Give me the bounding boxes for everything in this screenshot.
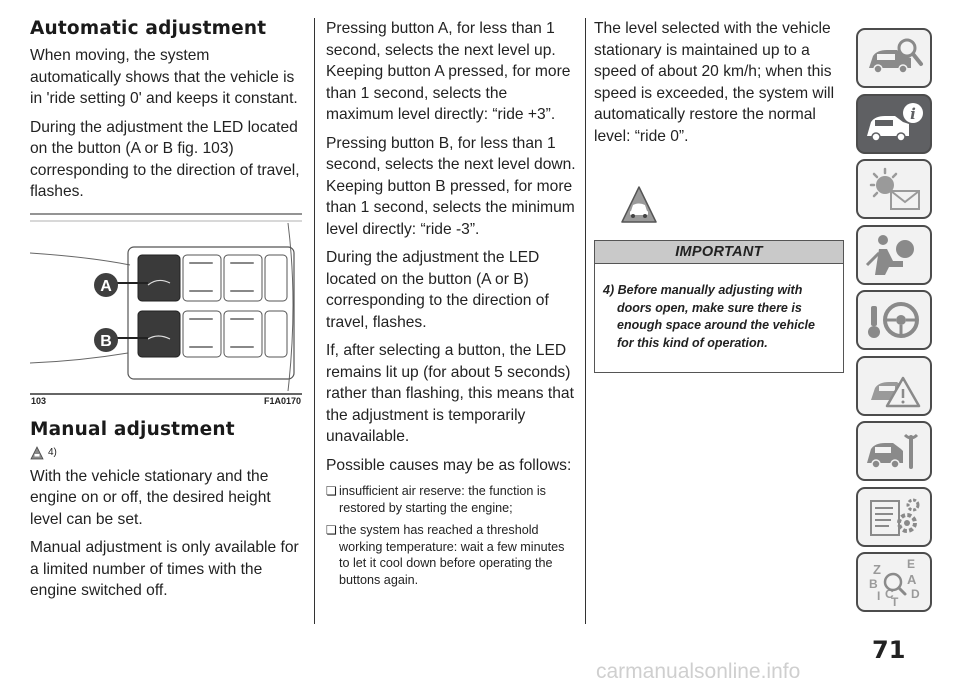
paragraph: With the vehicle stationary and the engine on or off, the desired height level can be set. — [30, 467, 271, 528]
note-reference-number: 4) — [48, 447, 57, 458]
paragraph: The level selected with the vehicle stationary is maintained up to a speed of about 20 km/h; when this speed is exceeded, the system will automatically restore the normal level: “ride 0”. — [594, 20, 835, 145]
tab-car-breakdown[interactable] — [856, 356, 932, 416]
svg-text:A: A — [907, 572, 917, 587]
column-2 — [326, 18, 576, 594]
svg-text:I: I — [877, 589, 881, 603]
car-magnifier-icon — [863, 34, 925, 82]
important-title: IMPORTANT — [595, 241, 843, 264]
paragraph: Pressing button A, for less than 1 second, selects the next level up. Keeping button A pressed, for more than 1 second, selects the maximum level directly: “ride +3”. — [326, 20, 571, 123]
column-3 — [594, 18, 846, 373]
figure-caption — [30, 396, 302, 406]
airbag-seat-icon — [863, 231, 925, 279]
tab-alphabetical-index[interactable] — [856, 552, 932, 612]
steering-key-icon — [863, 296, 925, 344]
heading-manual-adjustment: Manual adjustment — [30, 418, 235, 440]
specs-gear-icon — [863, 493, 925, 541]
tab-car-service[interactable] — [856, 421, 932, 481]
tab-specifications[interactable] — [856, 487, 932, 547]
tab-steering-key[interactable] — [856, 290, 932, 350]
paragraph: During the adjustment the LED located on the button (A or B) corresponding to the direction of travel, flashes. — [326, 249, 549, 331]
car-service-wrench-icon — [863, 427, 925, 475]
warning-lights-message-icon — [863, 165, 925, 213]
tab-warning-lights[interactable] — [856, 159, 932, 219]
note-reference[interactable] — [30, 446, 302, 460]
callout-a: A — [100, 277, 112, 295]
svg-text:B: B — [869, 577, 878, 591]
callout-b: B — [100, 332, 112, 350]
section-tabs — [856, 28, 932, 618]
list-item: ❏ the system has reached a threshold working temperature: wait a few minutes to let it cool down before operating the buttons again. — [326, 522, 576, 588]
tab-airbag-seat[interactable] — [856, 225, 932, 285]
watermark: carmanualsonline.info — [596, 660, 801, 683]
column-1 — [30, 18, 302, 609]
tab-car-magnifier[interactable] — [856, 28, 932, 88]
car-info-icon — [863, 100, 925, 148]
car-skid-warning-icon — [620, 185, 846, 230]
page-number: 71 — [872, 636, 906, 664]
paragraph: If, after selecting a button, the LED remains lit up (for about 5 seconds) rather than flashing, this means that the adjustment is temporarily unavailable. — [326, 342, 574, 445]
switch-panel-illustration — [30, 213, 302, 395]
column-divider — [585, 18, 586, 624]
paragraph: Pressing button B, for less than 1 second, selects the next level down. Keeping button B pressed, for more than 1 second, selects the minimum level directly: “ride -3”. — [326, 134, 576, 238]
heading-automatic-adjustment: Automatic adjustment — [30, 18, 267, 39]
car-breakdown-icon — [863, 362, 925, 410]
important-text: 4) Before manually adjusting with doors open, make sure there is enough space around the vehicle for this kind of operation. — [603, 283, 815, 350]
tab-car-info[interactable] — [856, 94, 932, 154]
alphabet-index-icon — [863, 556, 925, 608]
figure-code: F1A0170 — [263, 395, 301, 406]
svg-text:Z: Z — [873, 562, 881, 577]
causes-list — [326, 483, 576, 588]
svg-text:T: T — [891, 595, 899, 608]
paragraph: During the adjustment the LED located on the button (A or B fig. 103) corresponding to the direction of travel, flashes. — [30, 118, 300, 200]
svg-text:D: D — [911, 587, 920, 601]
list-item: ❏ insufficient air reserve: the function is restored by starting the engine; — [326, 483, 576, 516]
svg-text:C: C — [885, 587, 894, 601]
paragraph: When moving, the system automatically shows that the vehicle is in 'ride setting 0' and keeps it constant. — [30, 47, 298, 107]
figure-number: 103 — [31, 395, 47, 406]
important-box — [594, 240, 844, 373]
figure-103 — [30, 213, 302, 411]
column-divider — [314, 18, 315, 624]
svg-text:i: i — [910, 104, 916, 123]
paragraph: Manual adjustment is only available for a limited number of times with the engine switched off. — [30, 539, 299, 599]
paragraph: Possible causes may be as follows: — [326, 456, 572, 474]
svg-text:E: E — [907, 557, 916, 571]
car-warning-icon — [30, 446, 44, 460]
